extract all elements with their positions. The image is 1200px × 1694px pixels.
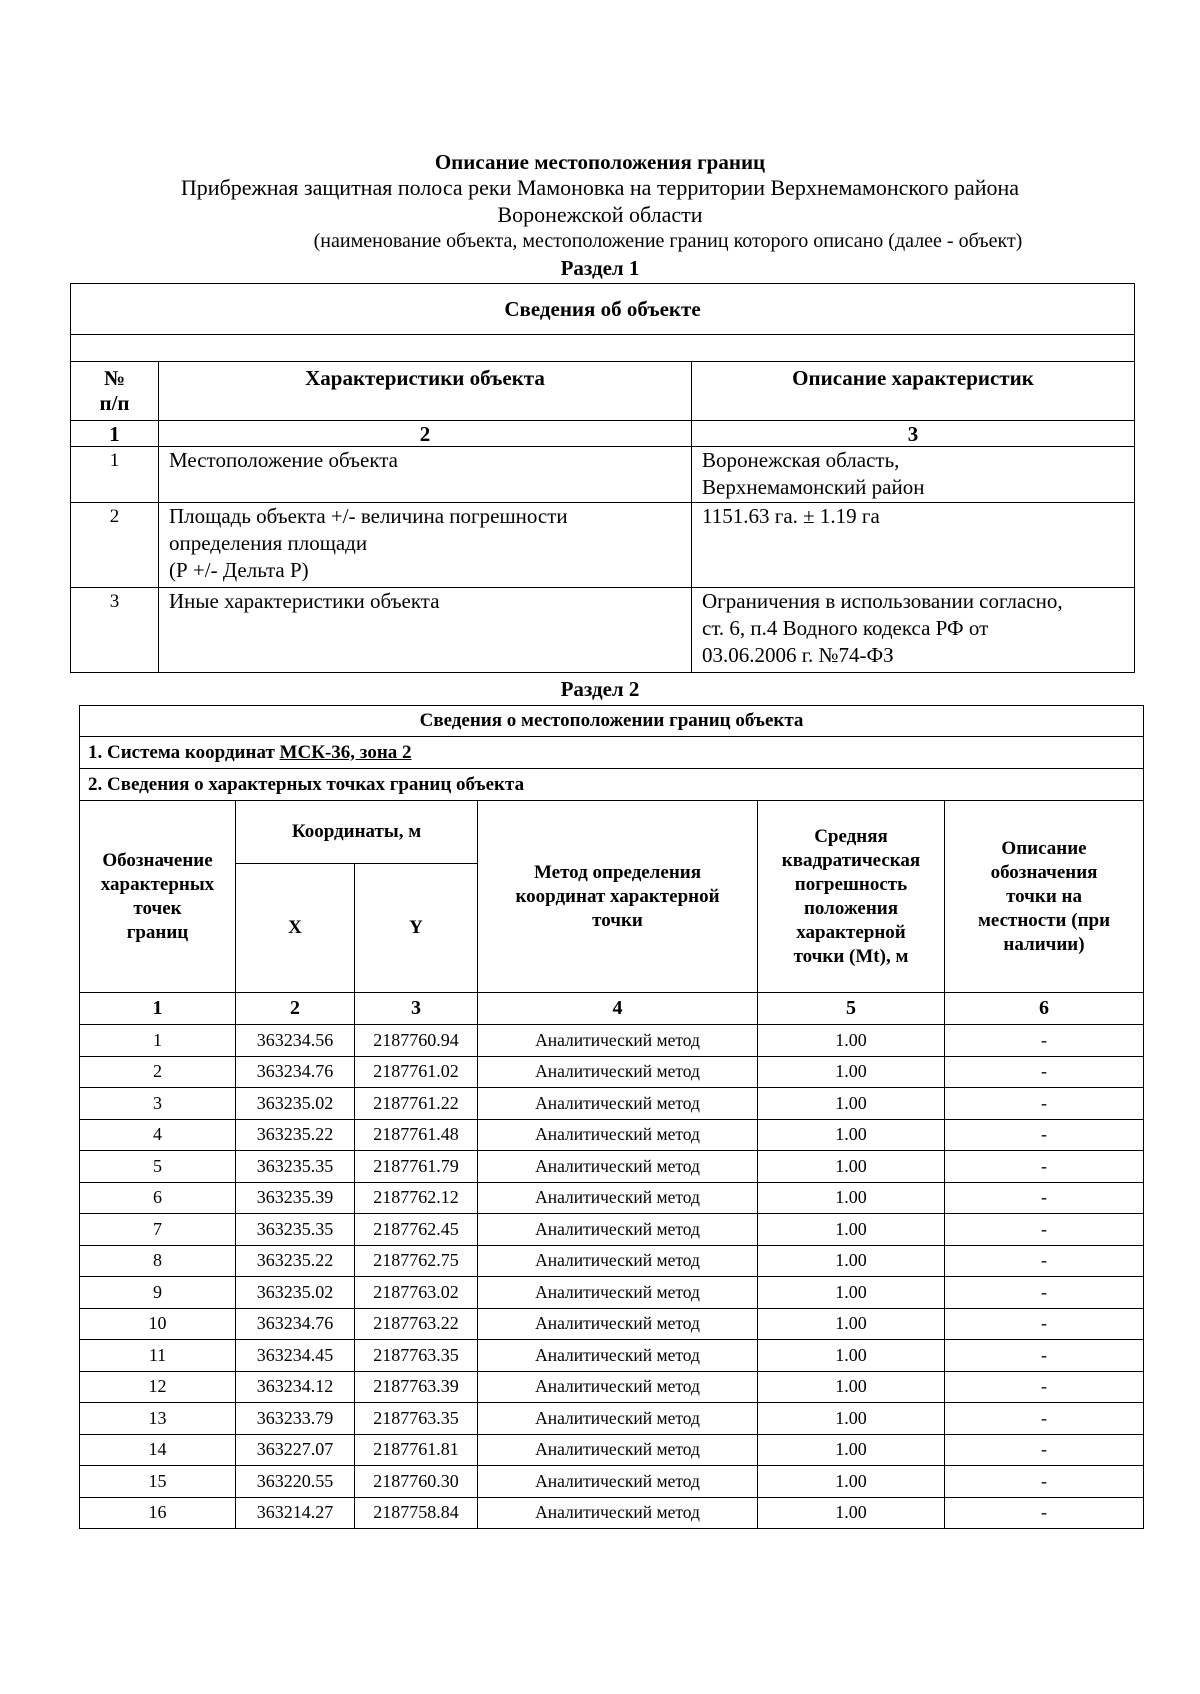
point-number: 11 [80, 1340, 236, 1372]
point-x: 363234.45 [236, 1340, 355, 1372]
table-row [80, 1119, 1144, 1151]
points-info-title: 2. Сведения о характерных точках границ объекта [80, 769, 1144, 801]
point-description: - [945, 1056, 1144, 1088]
point-accuracy: 1.00 [758, 1434, 945, 1466]
characteristic-name: Иные характеристики объекта [159, 588, 692, 673]
point-method: Аналитический метод [478, 1308, 758, 1340]
point-x: 363235.35 [236, 1151, 355, 1183]
point-method: Аналитический метод [478, 1371, 758, 1403]
point-accuracy: 1.00 [758, 1245, 945, 1277]
column-number-6: 6 [945, 993, 1144, 1025]
column-number-3: 3 [355, 993, 478, 1025]
header-number: № п/п [71, 362, 159, 421]
section-2-label: Раздел 2 [560, 677, 640, 701]
characteristic-value: 1151.63 га. ± 1.19 га [692, 503, 1135, 588]
table-row [80, 1056, 1144, 1088]
object-name-line-1: Прибрежная защитная полоса реки Мамоновка на территории Верхнемамонского района [180, 175, 1020, 200]
point-y: 2187760.94 [355, 1025, 478, 1057]
point-y: 2187762.45 [355, 1214, 478, 1246]
point-y: 2187763.35 [355, 1340, 478, 1372]
table-row [80, 1182, 1144, 1214]
column-number-4: 4 [478, 993, 758, 1025]
point-x: 363235.35 [236, 1214, 355, 1246]
point-accuracy: 1.00 [758, 1214, 945, 1246]
point-y: 2187761.79 [355, 1151, 478, 1183]
point-description: - [945, 1151, 1144, 1183]
point-y: 2187761.81 [355, 1434, 478, 1466]
point-number: 3 [80, 1088, 236, 1120]
point-method: Аналитический метод [478, 1214, 758, 1246]
point-method: Аналитический метод [478, 1277, 758, 1309]
point-x: 363234.12 [236, 1371, 355, 1403]
table-row [80, 1497, 1144, 1529]
point-accuracy: 1.00 [758, 1371, 945, 1403]
point-y: 2187763.35 [355, 1403, 478, 1435]
point-description: - [945, 1245, 1144, 1277]
empty-row [71, 335, 1135, 362]
point-y: 2187762.12 [355, 1182, 478, 1214]
point-y: 2187763.22 [355, 1308, 478, 1340]
header-point-description: Описание обозначения точки на местности (при наличии) [945, 801, 1144, 993]
point-description: - [945, 1434, 1144, 1466]
point-number: 2 [80, 1056, 236, 1088]
header-accuracy: Средняя квадратическая погрешность положения характерной точки (Mt), м [758, 801, 945, 993]
column-number-2: 2 [159, 421, 692, 447]
point-accuracy: 1.00 [758, 1466, 945, 1498]
point-description: - [945, 1340, 1144, 1372]
point-description: - [945, 1466, 1144, 1498]
point-method: Аналитический метод [478, 1403, 758, 1435]
point-description: - [945, 1182, 1144, 1214]
point-x: 363235.22 [236, 1245, 355, 1277]
coordinate-system-line [80, 737, 1144, 769]
table-row [80, 1245, 1144, 1277]
point-method: Аналитический метод [478, 1466, 758, 1498]
point-accuracy: 1.00 [758, 1340, 945, 1372]
point-description: - [945, 1119, 1144, 1151]
header-description: Описание характеристик [692, 362, 1135, 421]
point-y: 2187762.75 [355, 1245, 478, 1277]
table-row [80, 1371, 1144, 1403]
point-number: 4 [80, 1119, 236, 1151]
point-accuracy: 1.00 [758, 1277, 945, 1309]
object-info-table [70, 283, 1135, 673]
characteristic-value: Воронежская область, Верхнемамонский район [692, 447, 1135, 503]
point-x: 363220.55 [236, 1466, 355, 1498]
point-x: 363234.76 [236, 1056, 355, 1088]
point-y: 2187763.02 [355, 1277, 478, 1309]
point-y: 2187760.30 [355, 1466, 478, 1498]
header-point-designation: Обозначение характерных точек границ [80, 801, 236, 993]
table-row [80, 1277, 1144, 1309]
characteristic-value: Ограничения в использовании согласно, ст. 6, п.4 Водного кодекса РФ от 03.06.2006 г. №74-ФЗ [692, 588, 1135, 673]
point-x: 363227.07 [236, 1434, 355, 1466]
point-accuracy: 1.00 [758, 1151, 945, 1183]
coordinate-system-value: МСК-36, зона 2 [279, 741, 412, 763]
point-description: - [945, 1403, 1144, 1435]
column-number-5: 5 [758, 993, 945, 1025]
header-x: X [236, 864, 355, 993]
point-y: 2187761.22 [355, 1088, 478, 1120]
point-method: Аналитический метод [478, 1434, 758, 1466]
point-method: Аналитический метод [478, 1340, 758, 1372]
point-number: 10 [80, 1308, 236, 1340]
column-number-1: 1 [80, 993, 236, 1025]
header-method: Метод определения координат характерной точки [478, 801, 758, 993]
point-accuracy: 1.00 [758, 1403, 945, 1435]
table-row [80, 1466, 1144, 1498]
point-description: - [945, 1497, 1144, 1529]
section-1-label: Раздел 1 [560, 256, 640, 280]
point-method: Аналитический метод [478, 1245, 758, 1277]
point-y: 2187758.84 [355, 1497, 478, 1529]
table-row [71, 588, 1135, 673]
point-number: 7 [80, 1214, 236, 1246]
point-number: 13 [80, 1403, 236, 1435]
point-x: 363234.76 [236, 1308, 355, 1340]
point-number: 5 [80, 1151, 236, 1183]
point-method: Аналитический метод [478, 1025, 758, 1057]
point-x: 363235.02 [236, 1277, 355, 1309]
object-info-title: Сведения об объекте [71, 284, 1135, 335]
point-description: - [945, 1371, 1144, 1403]
characteristic-name: Площадь объекта +/- величина погрешности определения площади (Р +/- Дельта Р) [159, 503, 692, 588]
boundary-info-title: Сведения о местоположении границ объекта [80, 706, 1144, 737]
table-row [80, 1308, 1144, 1340]
point-accuracy: 1.00 [758, 1119, 945, 1151]
table-row [71, 503, 1135, 588]
table-row [80, 1214, 1144, 1246]
table-row [80, 1340, 1144, 1372]
point-method: Аналитический метод [478, 1182, 758, 1214]
point-method: Аналитический метод [478, 1056, 758, 1088]
document-title: Описание местоположения границ [434, 150, 766, 174]
point-y: 2187761.48 [355, 1119, 478, 1151]
header-characteristics: Характеристики объекта [159, 362, 692, 421]
table-row [80, 1088, 1144, 1120]
point-accuracy: 1.00 [758, 1182, 945, 1214]
point-accuracy: 1.00 [758, 1308, 945, 1340]
row-number: 2 [71, 503, 159, 588]
row-number: 1 [71, 447, 159, 503]
header-coordinates: Координаты, м [236, 801, 478, 864]
point-accuracy: 1.00 [758, 1497, 945, 1529]
point-y: 2187763.39 [355, 1371, 478, 1403]
point-number: 9 [80, 1277, 236, 1309]
point-method: Аналитический метод [478, 1497, 758, 1529]
table-row [71, 447, 1135, 503]
point-number: 15 [80, 1466, 236, 1498]
point-method: Аналитический метод [478, 1119, 758, 1151]
row-number: 3 [71, 588, 159, 673]
point-method: Аналитический метод [478, 1151, 758, 1183]
point-x: 363233.79 [236, 1403, 355, 1435]
characteristic-name: Местоположение объекта [159, 447, 692, 503]
point-y: 2187761.02 [355, 1056, 478, 1088]
point-description: - [945, 1214, 1144, 1246]
point-number: 16 [80, 1497, 236, 1529]
column-number-2: 2 [236, 993, 355, 1025]
point-x: 363235.02 [236, 1088, 355, 1120]
object-name-line-2: Воронежской области [497, 202, 703, 227]
table-row [80, 1403, 1144, 1435]
point-x: 363214.27 [236, 1497, 355, 1529]
point-number: 14 [80, 1434, 236, 1466]
table-row [80, 1151, 1144, 1183]
object-name-caption: (наименование объекта, местоположение границ которого описано (далее - объект) [313, 230, 1023, 252]
point-number: 12 [80, 1371, 236, 1403]
point-description: - [945, 1308, 1144, 1340]
boundary-points-table [79, 705, 1144, 1529]
column-number-3: 3 [692, 421, 1135, 447]
point-method: Аналитический метод [478, 1088, 758, 1120]
header-y: Y [355, 864, 478, 993]
point-accuracy: 1.00 [758, 1056, 945, 1088]
coordinate-system-label: 1. Система координат [88, 741, 280, 763]
point-x: 363234.56 [236, 1025, 355, 1057]
point-description: - [945, 1025, 1144, 1057]
point-x: 363235.39 [236, 1182, 355, 1214]
point-number: 6 [80, 1182, 236, 1214]
point-accuracy: 1.00 [758, 1088, 945, 1120]
point-number: 1 [80, 1025, 236, 1057]
point-number: 8 [80, 1245, 236, 1277]
point-x: 363235.22 [236, 1119, 355, 1151]
table-row [80, 1025, 1144, 1057]
column-number-1: 1 [71, 421, 159, 447]
point-accuracy: 1.00 [758, 1025, 945, 1057]
point-description: - [945, 1088, 1144, 1120]
point-description: - [945, 1277, 1144, 1309]
table-row [80, 1434, 1144, 1466]
